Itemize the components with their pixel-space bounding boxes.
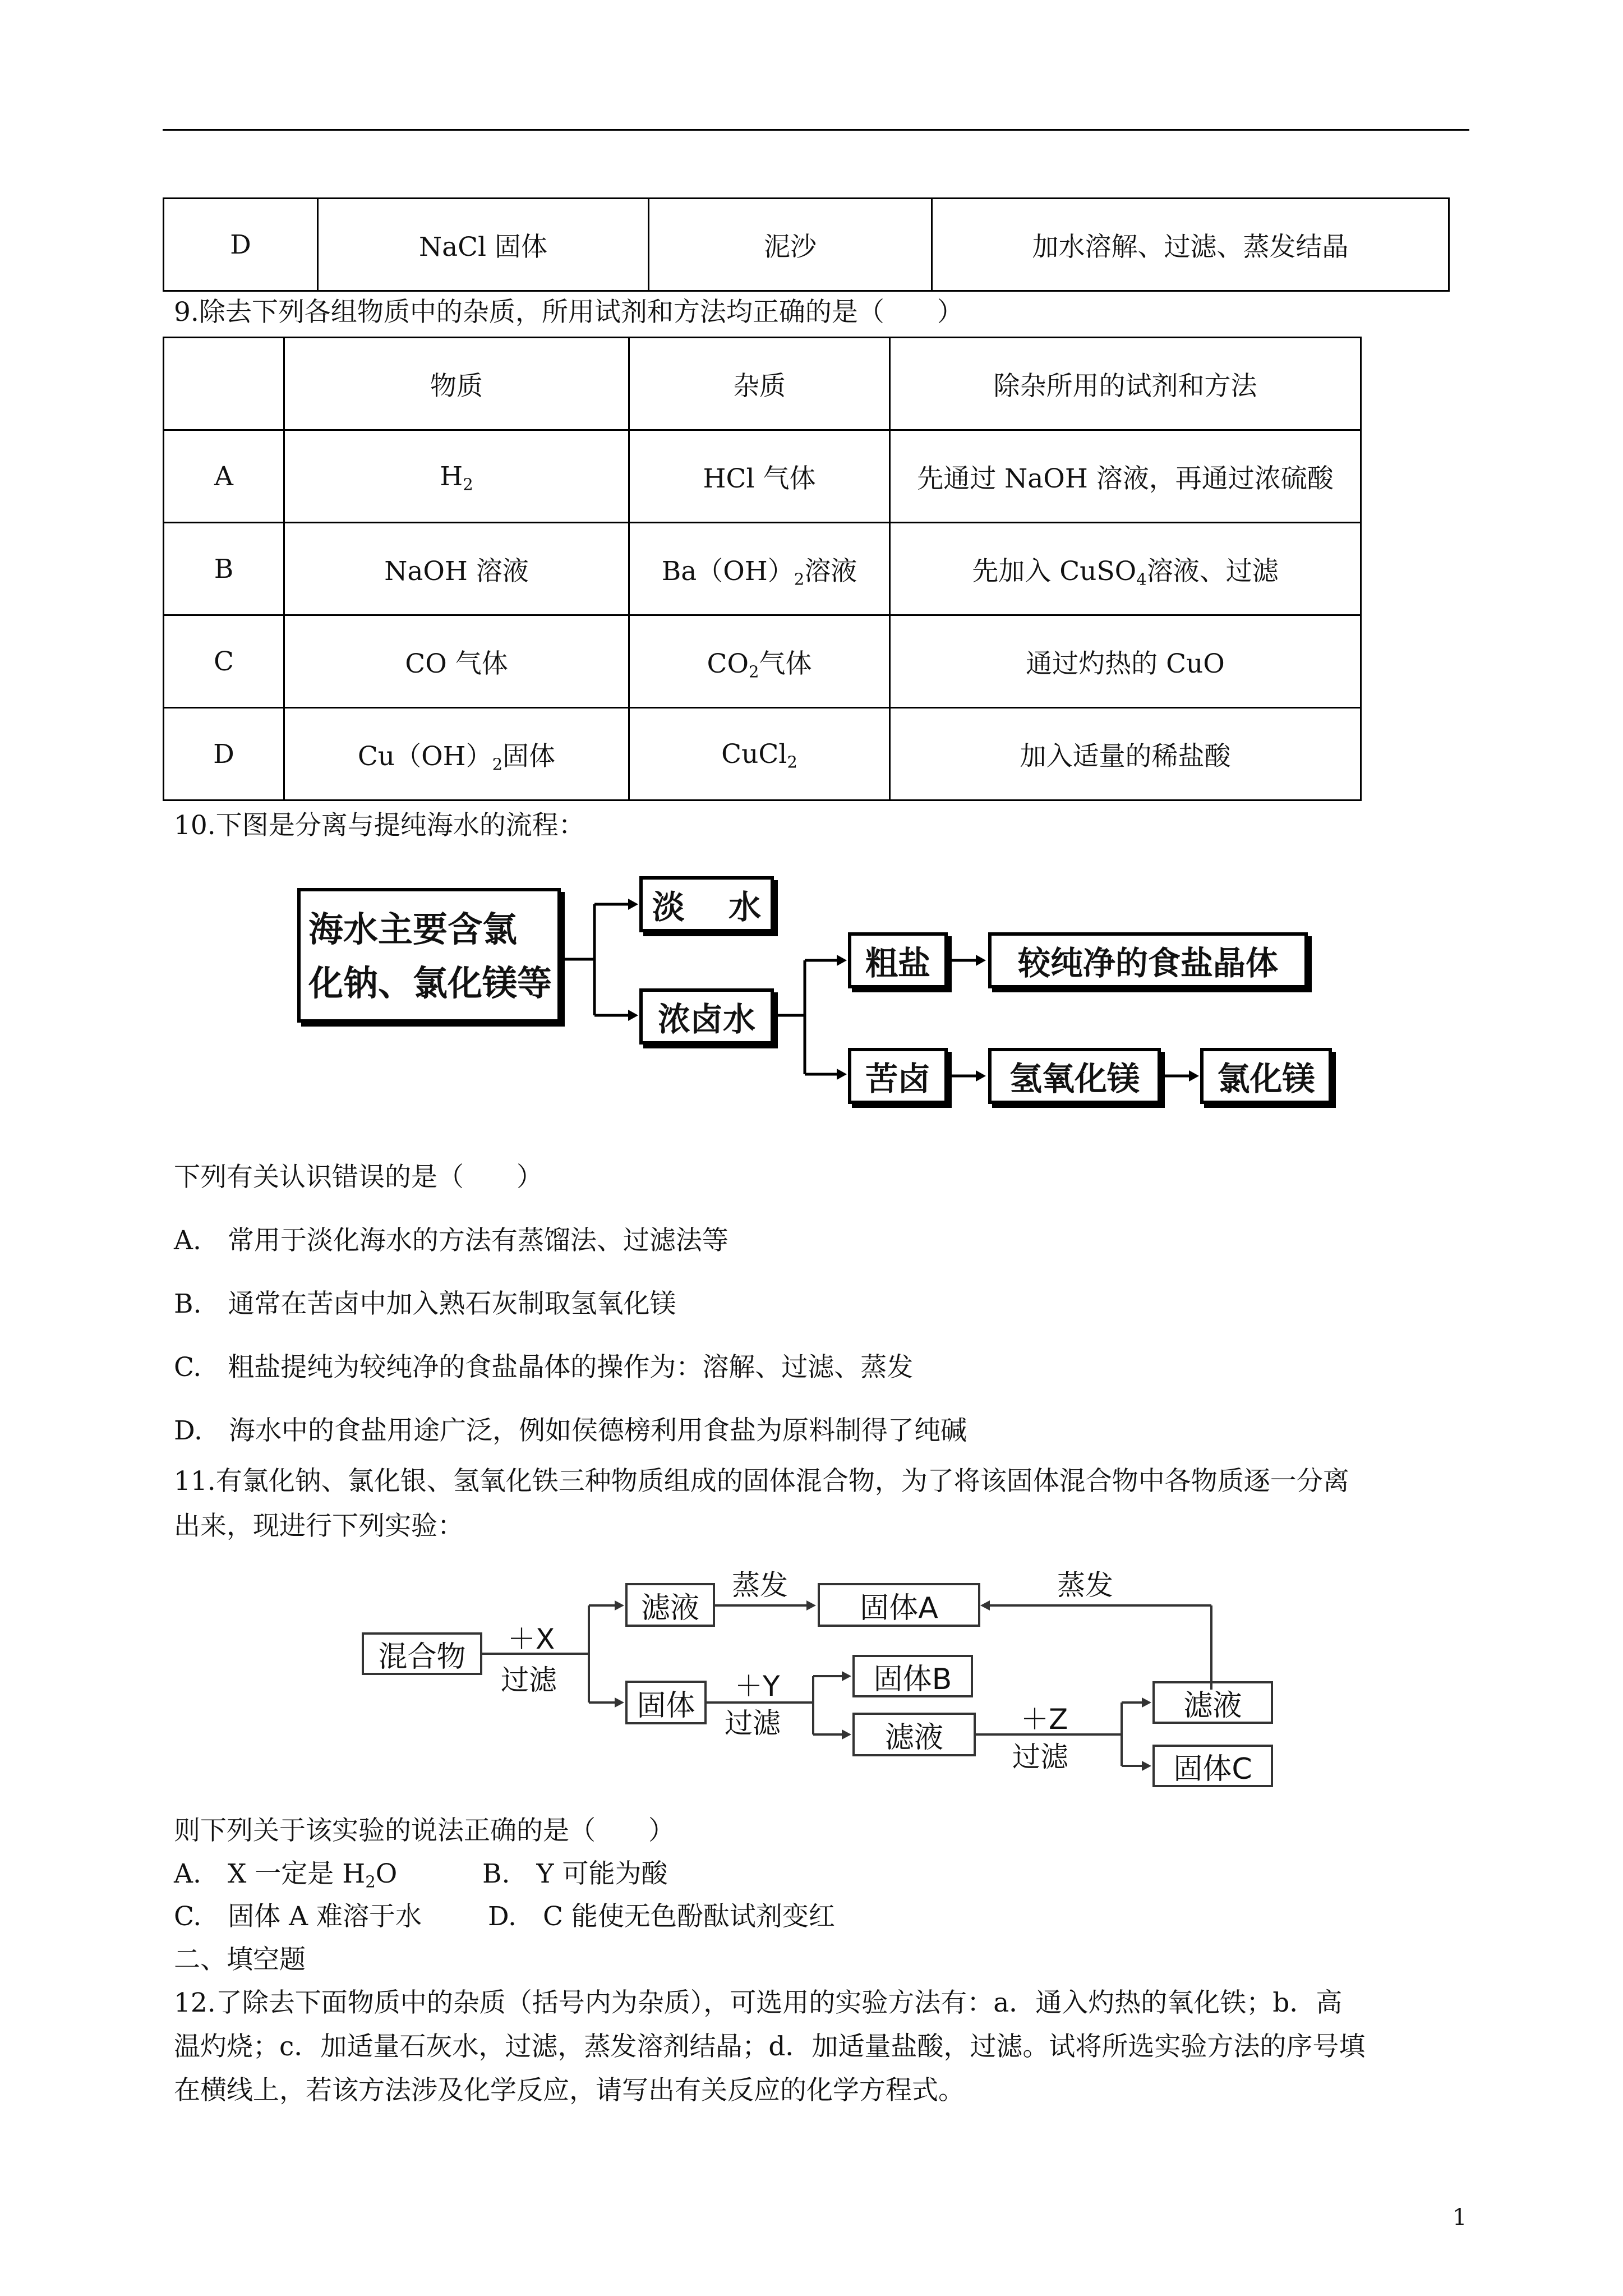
method-cell: 先加入 CuSO$_4$溶液、过滤: [890, 523, 1361, 615]
q11-option-b: B. Y 可能为酸: [482, 1858, 668, 1889]
row-label: C: [164, 615, 284, 708]
mg-hydroxide-box: 氢氧化镁: [988, 1048, 1161, 1104]
q9-stem: 9.除去下列各组物质中的杂质，所用试剂和方法均正确的是（ ）: [174, 297, 963, 328]
evaporate-label-2: 蒸发: [1057, 1569, 1113, 1602]
q10-question: 下列有关认识错误的是（ ）: [174, 1162, 543, 1193]
solid-c-box: 固体C: [1152, 1745, 1273, 1787]
row-label: B: [164, 523, 284, 615]
q11-option-d: D. C 能使无色酚酞试剂变红: [488, 1901, 835, 1932]
impurity-cell: CuCl$_2$: [629, 708, 890, 800]
filtrate-box: 滤液: [625, 1583, 715, 1627]
q12-line1: 12.了除去下面物质中的杂质（括号内为杂质），可选用的实验方法有：a．通入灼热的氧化铁；b．高: [174, 1987, 1343, 2018]
substance-cell: CO 气体: [284, 615, 629, 708]
substance-cell: $Cu(OH)_2$固体: [284, 708, 629, 800]
q10-option-a: A. 常用于淡化海水的方法有蒸馏法、过滤法等: [174, 1225, 728, 1256]
add-y-label: ＋Y: [735, 1670, 780, 1703]
q10-option-c: C. 粗盐提纯为较纯净的食盐晶体的操作为：溶解、过滤、蒸发: [174, 1352, 914, 1383]
substance-cell: NaOH 溶液: [284, 523, 629, 615]
q10-option-d: D. 海水中的食盐用途广泛，例如侯德榜利用食盐为原料制得了纯碱: [174, 1415, 967, 1446]
row-label: A: [164, 430, 284, 523]
impurity-cell: HCl 气体: [629, 430, 890, 523]
mixture-box: 混合物: [362, 1632, 482, 1675]
solid-box: 固体: [625, 1681, 707, 1724]
add-x-label: ＋X: [508, 1623, 555, 1655]
q11-stem-line2: 出来，现进行下列实验：: [174, 1511, 464, 1542]
impurity-cell: $CO_2$气体: [629, 615, 890, 708]
impurity-cell: 泥沙: [649, 199, 932, 291]
q11-stem-line1: 11.有氯化钠、氯化银、氢氧化铁三种物质组成的固体混合物，为了将该固体混合物中各物质逐一分离: [174, 1466, 1349, 1497]
row-label: D: [164, 708, 284, 800]
mg-chloride-box: 氯化镁: [1200, 1048, 1332, 1104]
filter-label-1: 过滤: [501, 1664, 557, 1696]
filtrate-box-2: 滤液: [852, 1713, 976, 1756]
filter-label-3: 过滤: [1012, 1741, 1068, 1773]
bittern-box: 苦卤: [848, 1048, 948, 1104]
method-cell: 先通过 NaOH 溶液，再通过浓硫酸: [890, 430, 1361, 523]
q11-option-c: C. 固体 A 难溶于水: [174, 1901, 422, 1932]
q11-option-a: A. X 一定是 $H_2O$: [174, 1858, 398, 1892]
solid-a-box: 固体A: [818, 1583, 980, 1627]
crude-salt-box: 粗盐: [848, 932, 948, 988]
evaporate-label-1: 蒸发: [732, 1569, 788, 1602]
row-label: D: [164, 199, 318, 291]
method-cell: 通过灼热的 CuO: [890, 615, 1361, 708]
header-method: 除杂所用的试剂和方法: [890, 338, 1361, 430]
substance-cell: $H_2$: [284, 430, 629, 523]
filtrate-box-3: 滤液: [1152, 1681, 1273, 1724]
add-z-label: ＋Z: [1021, 1703, 1068, 1736]
filter-label-2: 过滤: [725, 1707, 781, 1740]
q10-stem: 10.下图是分离与提纯海水的流程：: [174, 810, 585, 841]
q12-line2: 温灼烧；c．加适量石灰水，过滤，蒸发溶剂结晶；d．加适量盐酸，过滤。试将所选实验方法的序号填: [174, 2031, 1366, 2062]
solid-b-box: 固体B: [852, 1655, 973, 1697]
q11-question: 则下列关于该实验的说法正确的是（ ）: [174, 1815, 675, 1846]
header-impurity: 杂质: [629, 338, 890, 430]
impurity-cell: $Ba(OH)_2$溶液: [629, 523, 890, 615]
page-number: 1: [1453, 2205, 1467, 2230]
source-line-1: 海水主要含氯: [308, 909, 518, 950]
source-line-2: 化钠、氯化镁等: [308, 963, 552, 1004]
brine-box: 浓卤水: [639, 988, 774, 1045]
q12-line3: 在横线上，若该方法涉及化学反应，请写出有关反应的化学方程式。: [174, 2075, 965, 2106]
header-substance: 物质: [284, 338, 629, 430]
method-cell: 加入适量的稀盐酸: [890, 708, 1361, 800]
pure-salt-box: 较纯净的食盐晶体: [988, 932, 1308, 988]
substance-cell: NaCl 固体: [318, 199, 649, 291]
fresh-water-box: 淡 水: [639, 876, 774, 932]
section-title: 二、填空题: [174, 1944, 306, 1975]
method-cell: 加水溶解、过滤、蒸发结晶: [932, 199, 1449, 291]
q10-option-b: B. 通常在苦卤中加入熟石灰制取氢氧化镁: [174, 1289, 676, 1319]
